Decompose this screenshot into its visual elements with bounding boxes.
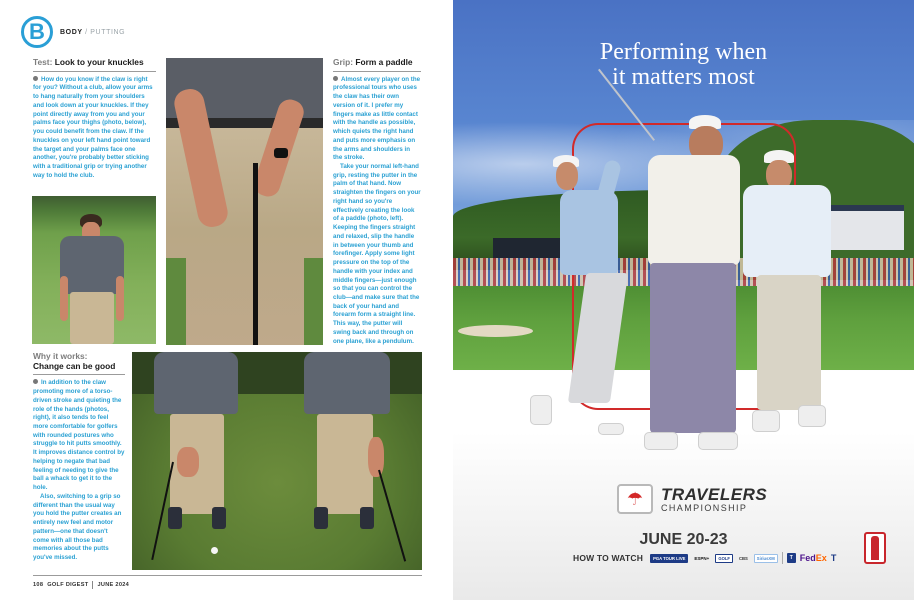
pga-tour-live-logo: PGA TOUR LIVE — [650, 554, 688, 563]
bullet-icon — [33, 379, 38, 384]
test-body: How do you know if the claw is right for you? Without a club, allow your arms to hang naturally from your shoulders and look down at your knuckles. If they point directly away from you and your palms face your thighs (photo, below), you could benefit from the claw. If the knuckles on your left hand point toward the target and your palms face one another, you're probably better sticking with a traditional grip or trying another way to hold the club. — [33, 75, 153, 179]
publication-name: GOLF DIGEST — [47, 582, 89, 588]
left-page-article — [0, 0, 453, 600]
pga-tour-logo — [864, 532, 886, 564]
grip-block — [333, 58, 421, 346]
section-badge — [21, 16, 53, 48]
grip-body: Almost every player on the professional tours who uses the claw has their own version of it. I prefer my fingers make as little contact with the handle as possible, which quiets the right hand and puts more emphasis on the arms and shoulders in the stroke. Take your normal left-hand grip, resting the putter in the palm of that hand. Now straighten the fingers on your right hand so you're effectively creating the look of a paddle (photo, left). Keeping the fingers straight and relaxed, slip the handle in between your thumb and forefinger. Apply some light pressure on the top of the handle with your index and middle fingers—just enough so that you can control the club—and make sure that the back of your hand and forearm form a straight line. This way, the putter will swing back and through on one plane, like a pendulum. — [333, 75, 421, 345]
issue-date: JUNE 2024 — [97, 582, 130, 588]
footer-divider — [33, 575, 422, 576]
cbs-logo: CBS — [738, 555, 748, 561]
golf-channel-logo: GOLF — [715, 554, 733, 563]
pga-tour-icon: T — [787, 553, 796, 563]
sponsor-sub: CHAMPIONSHIP — [661, 502, 748, 513]
knuckles-photo — [32, 196, 156, 344]
section-kicker: BODY / PUTTING — [60, 29, 126, 36]
sponsor-name: TRAVELERS — [661, 484, 768, 504]
paddle-grip-photo — [166, 58, 323, 345]
bullet-icon — [333, 76, 338, 81]
siriusxm-logo: SiriusXM — [754, 554, 778, 563]
golfer-silhouette-icon — [871, 536, 879, 560]
grip-headline: Grip: Form a paddle — [333, 57, 413, 67]
kicker-subsection: PUTTING — [90, 29, 126, 36]
divider — [33, 374, 125, 375]
fedex-logo: FedEx — [799, 553, 827, 563]
test-headline: Test: Look to your knuckles — [33, 57, 144, 67]
test-block — [33, 58, 156, 180]
event-dates: JUNE 20-23 — [639, 531, 728, 548]
kicker-section: BODY — [60, 29, 83, 36]
why-block — [33, 352, 125, 563]
why-headline: Why it works: Change can be good — [33, 351, 116, 371]
section-badge-letter: B — [29, 19, 45, 44]
page-folio — [33, 581, 129, 589]
bullet-icon — [33, 76, 38, 81]
how-to-watch-label: HOW TO WATCH — [573, 553, 644, 563]
espn-plus-logo: ESPN+ — [694, 555, 710, 561]
umbrella-icon: ☂ — [617, 484, 653, 514]
fedex-cup-trophy-icon: T — [830, 553, 837, 563]
page-number: 108 — [33, 582, 44, 588]
why-body: In addition to the claw promoting more of a torso-driven stroke and quieting the role of the hands (photos, right), it also tends to feel more comfortable for golfers with rounded postures who struggle to hit putts smoothly. It improves distance control by helping to negate that bad feeling of needing to give the ball a whack to get it to the hole. Also, switching to a grip so different than the usual way you hold the putter creates an entirely new feel and motor pattern—one that doesn't come with all those bad memories about the putts you've missed. — [33, 379, 125, 561]
how-to-watch-bar — [573, 552, 836, 564]
claw-stance-photos — [132, 352, 422, 570]
divider — [33, 71, 156, 72]
ad-headline: Performing when it matters most — [599, 39, 768, 90]
divider — [333, 71, 421, 72]
travelers-championship-logo — [617, 484, 767, 514]
